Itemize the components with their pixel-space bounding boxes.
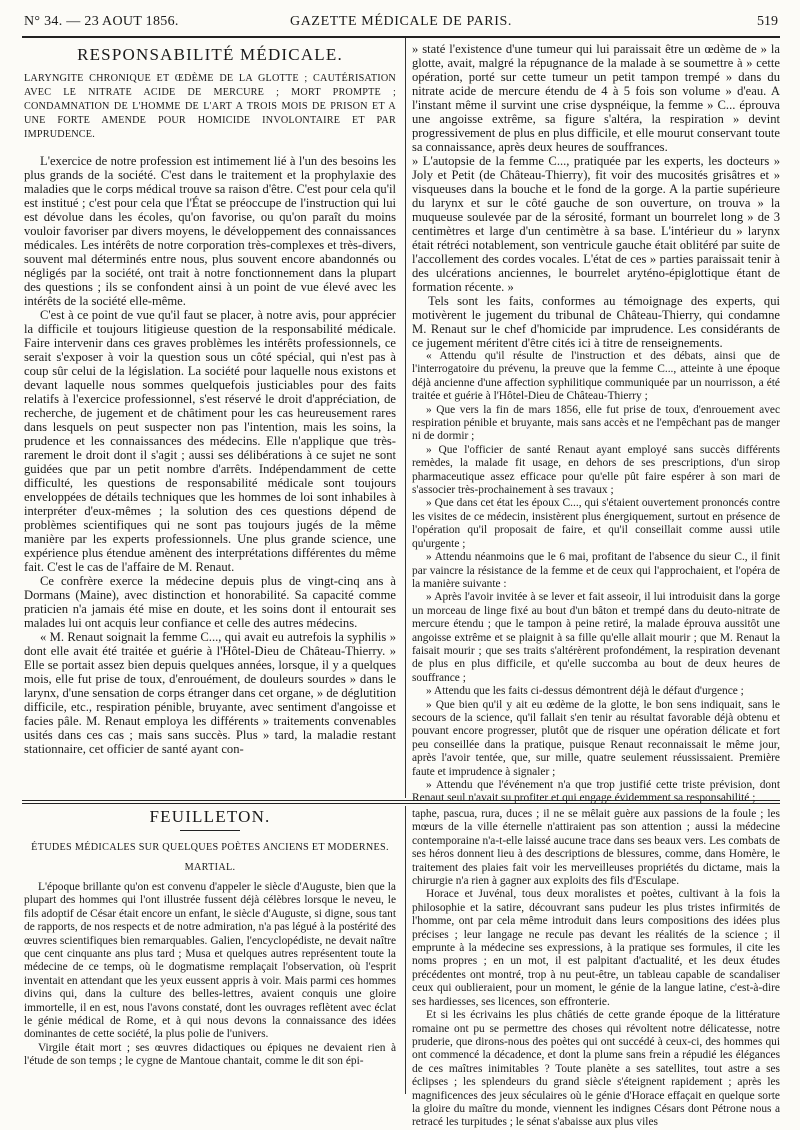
feuilleton-paragraph: Virgile était mort ; ses œuvres didactiques ou épiques ne devaient rien à l'étude de son temps ; le cygne de Mantoue chantait, comme le dit son épi- xyxy=(24,1041,396,1068)
article-paragraph: « M. Renaut soignait la femme C..., qui avait eu autrefois la syphilis » dont elle avait été traitée et guérie à l'Hôtel-Dieu de Château-Thierry. » Elle se portait assez bien depuis quelques années, lorsque, il y a quelques mois, elle fut prise de toux, d'enrouément, de douleurs sourdes » dans le larynx, d'une sensation de corps étranger dans cet organe, » de déglutition difficile, etc., respiration pénible, bruyante, avec sentiment d'angoisse et facies pâle. M. Renaut employa les différents » traitements convenables usités dans ces cas ; mais sans succès. Plus » tard, la maladie restant stationnaire, cet officier de santé ayant con- xyxy=(24,630,396,756)
feuilleton-title: FEUILLETON. xyxy=(149,807,271,826)
feuilleton-paragraph: taphe, pascua, rura, duces ; il ne se mêlait guère aux passions de la foule ; les mœurs de la ville éternelle n'attiraient pas son attention ; aussi la médecine contemporaine n'a-t-elle laissé aucune trace dans ses beaux vers. Les combats de ses héros donnent lieu à des descriptions de blessures, comme, dans Homère, le traitement des plaies fait voir les merveilleuses propriétés du dictame, mais la chirurgie n'a rien à gagner aux exploits des fils d'Esculape. xyxy=(412,808,780,888)
article-paragraph: » L'autopsie de la femme C..., pratiquée par les experts, les docteurs » Joly et Petit (de Château-Thierry), fit voir des mucosités grisâtres et » visqueuses dans la bouche et le fond de la gorge. A la partie supérieure du larynx et sur le côté gauche de son ouverture, on trouva » la muqueuse soulevée par de la sérosité, formant un bourrelet long » de 3 centimètres et large d'un centimètre à sa base. L'intérieur du » larynx était rétréci notablement, son ventricule gauche était oblitéré par suite de l'accollement des cordes vocales. L'état de ces » parties paraissait tenir à des ulcérations anciennes, le bourrelet aryténo-épiglottique étant de formation récente. » xyxy=(412,154,780,294)
feuilleton-paragraph: Horace et Juvénal, tous deux moralistes et poètes, cultivant à la fois la philosophie et la satire, découvrant sans pudeur les plus tristes infirmités de l'homme, ont par cela même introduit dans leurs compositions des idées plus précises ; leur langage ne recule pas devant les réalités de la science ; il emprunte à la médecine ses expressions, à la pratique ses formules, il cite les noms propres ; en un mot, il est palpitant d'actualité, et les deux études précédentes ont montré, trop à nu peut-être, un tableau capable de scandaliser ceux qui oublieraient, pour un moment, le génie de la langue latine, c'est-à-dire ses hardiesses, ses licences, son effronterie. xyxy=(412,888,780,1008)
issue-date: N° 34. — 23 AOUT 1856. xyxy=(24,14,179,29)
judgment-paragraph: » Attendu que l'événement n'a que trop justifié cette triste prévision, dont Renaut seul n'avait su profiter et qui engage évidemment sa responsabilité ; xyxy=(412,779,780,805)
judgment-paragraph: » Que bien qu'il y ait eu œdème de la glotte, le bon sens indiquait, sans le secours de la science, qu'il fallait s'en tenir au résultat favorable déjà obtenu et pouvant encore progresser, plutôt que de risquer une opération délicate et fort peu conseillée dans la pratique, puisque Renaut reconnaissait le même jour, après l'avoir tentée, que, sur mille, quatre seulement réussissaient. Première faute et imprudence à signaler ; xyxy=(412,698,780,778)
page-header xyxy=(22,10,780,38)
journal-title: GAZETTE MÉDICALE DE PARIS. xyxy=(290,14,512,29)
page-number: 519 xyxy=(757,14,778,29)
article-paragraph: Ce confrère exerce la médecine depuis plus de vingt-cinq ans à Dormans (Maine), avec distinction et honorabilité. Sa capacité comme praticien n'a jamais été mise en doute, et les soins dont il entourait ses malades lui ont acquis leur confiance et celle des autres médecins. xyxy=(24,574,396,630)
title-rule xyxy=(180,830,240,831)
article-paragraph: Tels sont les faits, conformes au témoignage des experts, qui motivèrent le jugement du tribunal de Château-Thierry, qui condamne M. Renaut sur le chef d'homicide par imprudence. Les considérants de ce jugement méritent d'être cités ici à titre de renseignements. xyxy=(412,294,780,350)
feuilleton-right-column xyxy=(412,808,780,1129)
judgment-paragraph: » Que vers la fin de mars 1856, elle fut prise de toux, d'enrouement avec respiration pénible et bruyante, mais sans accès et ne l'empêchant pas de manger ni de dormir ; xyxy=(412,403,780,443)
article-left-column xyxy=(24,42,396,798)
judgment-paragraph: » Attendu néanmoins que le 6 mai, profitant de l'absence du sieur C., il finit par vaincre la résistance de la femme et de ceux qui l'approchaient, et l'opéra de la manière suivante : xyxy=(412,551,780,590)
feuilleton-paragraph: Et si les écrivains les plus châtiés de cette grande époque de la littérature romaine ont pu se permettre des choses qui révoltent notre délicatesse, notre pruderie, que dirons-nous des poètes qui ont succédé à ceux-ci, des hommes qui ont commencé la décadence, et dont la plume sans frein a répudié les élégances de ces maîtres inimitables ? Toute planète a ses satellites, tout astre a ses éclipses ; les splendeurs du grand siècle s'éteignent rapidement ; après les magnificences des jeux séculaires où le génie d'Horace effaçait en quelque sorte la gloire du maître du monde, viennent les indignes Césars dont Pétrone nous a retracé les turpitudes ; le sénat s'abaisse aux plus viles xyxy=(412,1009,780,1129)
judgment-paragraph: » Après l'avoir invitée à se lever et fait asseoir, il lui introduisit dans la gorge un morceau de linge fixé au bout d'un bâton et trempé dans du deuto-nitrate de mercure étendu ; que le tampon à peine retiré, la malade éprouva aussitôt une angoisse extrême et se plaignit à sa fille qu'elle allait mourir ; que M. Renaut la faisait mourir ; que ses traits s'altérèrent profondément, la respiration devenant de plus en plus difficile, et qu'elle succomba au bout de deux heures de souffrance ; xyxy=(412,591,780,684)
column-divider-bottom xyxy=(405,806,406,1094)
article-paragraph: » staté l'existence d'une tumeur qui lui paraissait être un œdème de » la glotte, avait, malgré la répugnance de la malade à se soumettre à » cette opération, porté sur cette tumeur un petit tampon trempé » dans du nitrate acide de mercure étendu de 4 à 5 fois son volume » d'eau. A l'instant même il survint une crise dyspnéique, la femme » C... éprouva une angoisse extrême, sa figure s'altéra, la respiration » devint progressivement de plus en plus difficile, et elle mourut conservant toute sa connaissance, après deux heures de souffrances. xyxy=(412,42,780,154)
article-title: RESPONSABILITÉ MÉDICALE. xyxy=(77,45,343,64)
feuilleton-left-column xyxy=(24,808,396,1094)
feuilleton-section: MARTIAL. xyxy=(184,862,236,873)
feuilleton-subtitle: ÉTUDES MÉDICALES SUR QUELQUES POÈTES ANCIENS ET MODERNES. xyxy=(31,842,389,853)
column-divider-top xyxy=(405,38,406,798)
article-subtitle: LARYNGITE CHRONIQUE ET ŒDÈME DE LA GLOTTE ; CAUTÉRISATION AVEC LE NITRATE ACIDE DE MERCURE ; MORT PROMPTE ; CONDAMNATION DE L'HOMME DE L'ART A TROIS MOIS DE PRISON ET A UNE FORTE AMENDE POUR HOMICIDE INVOLONTAIRE ET PAR IMPRUDENCE. xyxy=(24,73,396,140)
article-right-column xyxy=(412,42,780,805)
article-paragraph: C'est à ce point de vue qu'il faut se placer, à notre avis, pour apprécier la difficile et toujours litigieuse question de la responsabilité médicale. Faire intervenir dans ces graves problèmes les intérêts professionnels, ce serait s'exposer à voir la question sous un côté spécial, qui n'est pas à coup sûr celui de la législation. La société pour laquelle nous existons et devant laquelle nous sommes quelquefois justiciables pour des faits relatifs à l'exercice professionnel, s'est réservé le droit d'appréciation, de recherche, de jugement et de châtiment pour les cas heureusement rares dans lesquels on peut suspecter non pas l'intention, mais les soins, la prudence et les connaissances des médecins. Elle n'applique que très-rarement le droit dont il s'agit ; aussi ses délibérations à ce sujet ne sont guidées que par un petit nombre d'arrêts. Indépendamment de cette difficulté, les questions de responsabilité médicale sont toujours enveloppées de détails techniques que les hommes de loi sont inhabiles à interpréter d'eux-mêmes ; la solution des ces questions dépend de problèmes scientifiques qui ne sont pas toujours jugés de la même manière par les experts professionnels. Une plus grande science, une expérience plus étendue amènent des interprétations différentes du même fait. C'est le cas de l'affaire de M. Renaut. xyxy=(24,308,396,574)
judgment-paragraph: » Que dans cet état les époux C..., qui s'étaient ouvertement prononcés contre les visites de ce médecin, insistèrent plus énergiquement, surtout en présence de l'opération qu'il proposait de faire, et qu'il conseillait comme aussi utile qu'urgente ; xyxy=(412,497,780,550)
article-paragraph: L'exercice de notre profession est intimement lié à l'un des besoins les plus grands de la société. C'est dans le traitement et la prophylaxie des maladies que le corps médical trouve sa raison d'être. C'est pour cela qu'il est institué ; c'est pour cela que l'État se préoccupe de l'instruction qui lui est dévolue dans les écoles, qu'on favorise, ou qu'on paraît du moins vouloir favoriser par divers moyens, le développement des connaissances médicales. Les intérêts de notre corporation très-complexes et très-divers, souvent mal déterminés entre nous, plus souvent encore abandonnés ou négligés par la société, ont trait à notre fonctionnement dans la plupart des questions ; ils se confondent ainsi à un point de vue élevé avec les intérêts de la société elle-même. xyxy=(24,154,396,308)
judgment-paragraph: » Que l'officier de santé Renaut ayant employé sans succès différents remèdes, la malade fit usage, en dehors de ses prescriptions, d'un sirop pharmaceutique assez efficace pour qu'elle pût faire espérer à son mari de s'associer très-prochainement à ses travaux ; xyxy=(412,443,780,497)
judgment-paragraph: » Attendu que les faits ci-dessus démontrent déjà le défaut d'urgence ; xyxy=(426,685,744,698)
feuilleton-paragraph: L'époque brillante qu'on est convenu d'appeler le siècle d'Auguste, bien que la plupart des hommes qui l'ont illustrée fussent déjà célèbres lorsque le neveu, le fils adoptif de César était encore un enfant, le siècle d'Auguste, si digne, sous tant de rapports, de nos respects et de notre admiration, n'a pas légué à la postérité des œuvres scientifiques bien remarquables. Galien, l'encyclopédiste, ne devait naître que cent cinquante ans plus tard ; Musa et quelques autres représentent toute la médecine de ce temps, où le dogmatisme remplaçait l'observation, où l'esprit inventait en attendant que les yeux eussent appris à voir. Mais parmi ces hommes divins qui, dans la culture des belles-lettres, avaient conquis une gloire immortelle, il en est, nous l'avons constaté, dont les ouvrages reflètent avec éclat le génie médical de Rome, et à qui nous devons la connaissance des idées dominantes de cette société, la plus polie de l'univers. xyxy=(24,881,396,1041)
judgment-paragraph: « Attendu qu'il résulte de l'instruction et des débats, ainsi que de l'interrogatoire du prévenu, la preuve que la femme C..., atteinte à une époque déjà ancienne d'une affection syphilitique communiquée par un nourrisson, a été traitée et guérie à l'Hôtel-Dieu de Château-Thierry ; xyxy=(412,350,780,403)
